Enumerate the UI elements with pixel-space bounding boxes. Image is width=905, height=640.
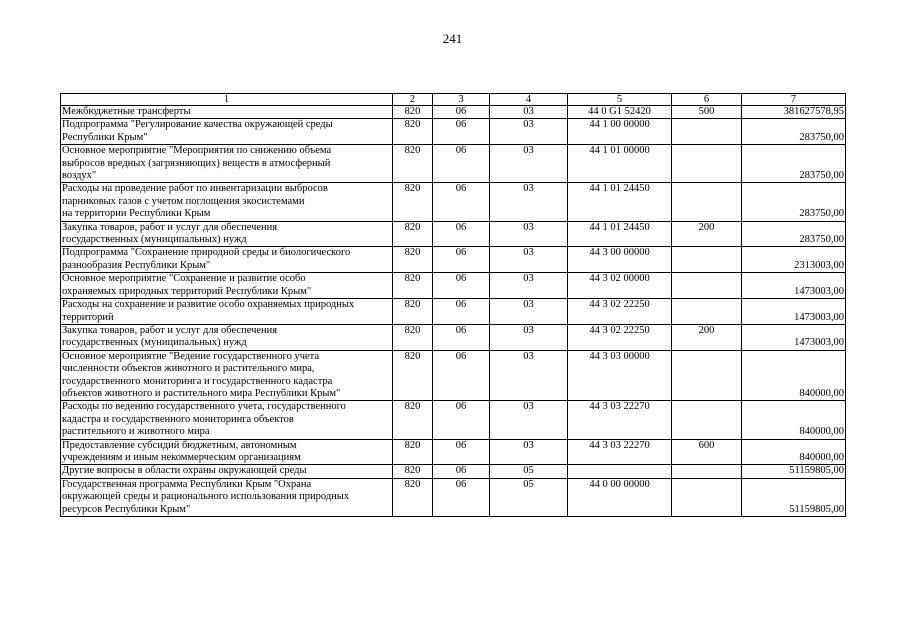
cell-name: Основное мероприятие "Сохранение и развитие особо охраняемых природных территорий Республики Крым" (61, 273, 393, 299)
cell-subsection: 05 (490, 478, 568, 516)
cell-subsection: 03 (490, 145, 568, 183)
cell-subsection: 03 (490, 350, 568, 401)
cell-subsection: 03 (490, 183, 568, 221)
page-number: 241 (442, 31, 463, 46)
cell-section: 06 (433, 299, 490, 325)
cell-subsection: 03 (490, 221, 568, 247)
cell-expense-type (672, 350, 742, 401)
cell-target-article: 44 3 02 22250 (568, 324, 672, 350)
cell-target-article: 44 3 03 22270 (568, 401, 672, 439)
cell-ministry: 820 (393, 299, 433, 325)
cell-ministry: 820 (393, 183, 433, 221)
cell-ministry: 820 (393, 221, 433, 247)
cell-amount: 1473003,00 (742, 324, 846, 350)
header-col-6: 6 (672, 94, 742, 106)
cell-section: 06 (433, 247, 490, 273)
cell-name: Расходы на сохранение и развитие особо охраняемых природных территорий (61, 299, 393, 325)
cell-subsection: 03 (490, 106, 568, 119)
cell-section: 06 (433, 465, 490, 478)
cell-subsection: 03 (490, 119, 568, 145)
cell-name: Предоставление субсидий бюджетным, автономным учреждениям и иным некоммерческим организациям (61, 439, 393, 465)
table-row (61, 221, 846, 247)
cell-target-article: 44 3 03 00000 (568, 350, 672, 401)
cell-amount: 51159805,00 (742, 478, 846, 516)
table-row (61, 106, 846, 119)
cell-ministry: 820 (393, 247, 433, 273)
cell-expense-type (672, 247, 742, 273)
cell-ministry: 820 (393, 465, 433, 478)
cell-name: Основное мероприятие "Мероприятия по снижению объема выбросов вредных (загрязняющих) веществ в атмосферный воздух" (61, 145, 393, 183)
cell-amount: 1473003,00 (742, 273, 846, 299)
cell-name: Подпрограмма "Сохранение природной среды и биологического разнообразия Республики Крым" (61, 247, 393, 273)
header-col-7: 7 (742, 94, 846, 106)
cell-amount: 840000,00 (742, 439, 846, 465)
cell-amount: 283750,00 (742, 221, 846, 247)
cell-target-article: 44 3 02 22250 (568, 299, 672, 325)
cell-amount: 283750,00 (742, 145, 846, 183)
header-col-4: 4 (490, 94, 568, 106)
header-col-1: 1 (61, 94, 393, 106)
cell-expense-type: 500 (672, 106, 742, 119)
cell-target-article: 44 0 00 00000 (568, 478, 672, 516)
cell-ministry: 820 (393, 119, 433, 145)
cell-name: Расходы по ведению государственного учета, государственного кадастра и государственного мониторинга объектов растительного и животного мира (61, 401, 393, 439)
cell-target-article (568, 465, 672, 478)
cell-target-article: 44 3 03 22270 (568, 439, 672, 465)
cell-section: 06 (433, 145, 490, 183)
cell-target-article: 44 3 00 00000 (568, 247, 672, 273)
cell-name: Расходы на проведение работ по инвентаризации выбросов парниковых газов с учетом поглощения экосистемами на территории Республики Крым (61, 183, 393, 221)
cell-name: Государственная программа Республики Крым "Охрана окружающей среды и рационального использования природных ресурсов Республики Крым" (61, 478, 393, 516)
cell-section: 06 (433, 401, 490, 439)
cell-expense-type (672, 299, 742, 325)
cell-amount: 2313003,00 (742, 247, 846, 273)
table-row (61, 324, 846, 350)
cell-expense-type (672, 119, 742, 145)
cell-subsection: 03 (490, 273, 568, 299)
cell-section: 06 (433, 350, 490, 401)
cell-expense-type: 200 (672, 221, 742, 247)
cell-section: 06 (433, 119, 490, 145)
header-col-2: 2 (393, 94, 433, 106)
cell-subsection: 03 (490, 401, 568, 439)
cell-name: Подпрограмма "Регулирование качества окружающей среды Республики Крым" (61, 119, 393, 145)
cell-target-article: 44 3 02 00000 (568, 273, 672, 299)
table-row (61, 350, 846, 401)
table-row (61, 299, 846, 325)
cell-section: 06 (433, 324, 490, 350)
cell-target-article: 44 1 01 00000 (568, 145, 672, 183)
cell-amount: 1473003,00 (742, 299, 846, 325)
cell-amount: 51159805,00 (742, 465, 846, 478)
cell-section: 06 (433, 221, 490, 247)
cell-subsection: 03 (490, 324, 568, 350)
cell-section: 06 (433, 106, 490, 119)
cell-target-article: 44 0 G1 52420 (568, 106, 672, 119)
cell-ministry: 820 (393, 324, 433, 350)
table-row (61, 273, 846, 299)
cell-expense-type (672, 145, 742, 183)
cell-ministry: 820 (393, 439, 433, 465)
cell-ministry: 820 (393, 478, 433, 516)
cell-expense-type (672, 273, 742, 299)
cell-section: 06 (433, 183, 490, 221)
cell-amount: 840000,00 (742, 350, 846, 401)
cell-expense-type: 600 (672, 439, 742, 465)
table-row (61, 439, 846, 465)
cell-amount: 381627578,95 (742, 106, 846, 119)
header-col-5: 5 (568, 94, 672, 106)
cell-expense-type (672, 401, 742, 439)
cell-target-article: 44 1 00 00000 (568, 119, 672, 145)
cell-ministry: 820 (393, 350, 433, 401)
cell-amount: 283750,00 (742, 183, 846, 221)
cell-ministry: 820 (393, 145, 433, 183)
cell-name: Закупка товаров, работ и услуг для обеспечения государственных (муниципальных) нужд (61, 221, 393, 247)
cell-section: 06 (433, 273, 490, 299)
table-row (61, 183, 846, 221)
cell-expense-type (672, 183, 742, 221)
cell-section: 06 (433, 439, 490, 465)
cell-ministry: 820 (393, 106, 433, 119)
cell-name: Закупка товаров, работ и услуг для обеспечения государственных (муниципальных) нужд (61, 324, 393, 350)
header-col-3: 3 (433, 94, 490, 106)
budget-table (60, 93, 846, 517)
table-row (61, 478, 846, 516)
cell-section: 06 (433, 478, 490, 516)
cell-subsection: 05 (490, 465, 568, 478)
cell-target-article: 44 1 01 24450 (568, 183, 672, 221)
cell-name: Основное мероприятие "Ведение государственного учета численности объектов животного и растительного мира, государственного мониторинга и государственного кадастра объектов животного и растительного мира Республики Крым" (61, 350, 393, 401)
cell-expense-type: 200 (672, 324, 742, 350)
table-row (61, 247, 846, 273)
cell-subsection: 03 (490, 299, 568, 325)
cell-subsection: 03 (490, 247, 568, 273)
cell-expense-type (672, 465, 742, 478)
cell-target-article: 44 1 01 24450 (568, 221, 672, 247)
table-row (61, 145, 846, 183)
table-row (61, 401, 846, 439)
cell-ministry: 820 (393, 401, 433, 439)
cell-name: Межбюджетные трансферты (61, 106, 393, 119)
header-row (61, 94, 846, 106)
cell-subsection: 03 (490, 439, 568, 465)
cell-name: Другие вопросы в области охраны окружающей среды (61, 465, 393, 478)
cell-ministry: 820 (393, 273, 433, 299)
cell-amount: 840000,00 (742, 401, 846, 439)
table-row (61, 465, 846, 478)
cell-expense-type (672, 478, 742, 516)
cell-amount: 283750,00 (742, 119, 846, 145)
table-row (61, 119, 846, 145)
